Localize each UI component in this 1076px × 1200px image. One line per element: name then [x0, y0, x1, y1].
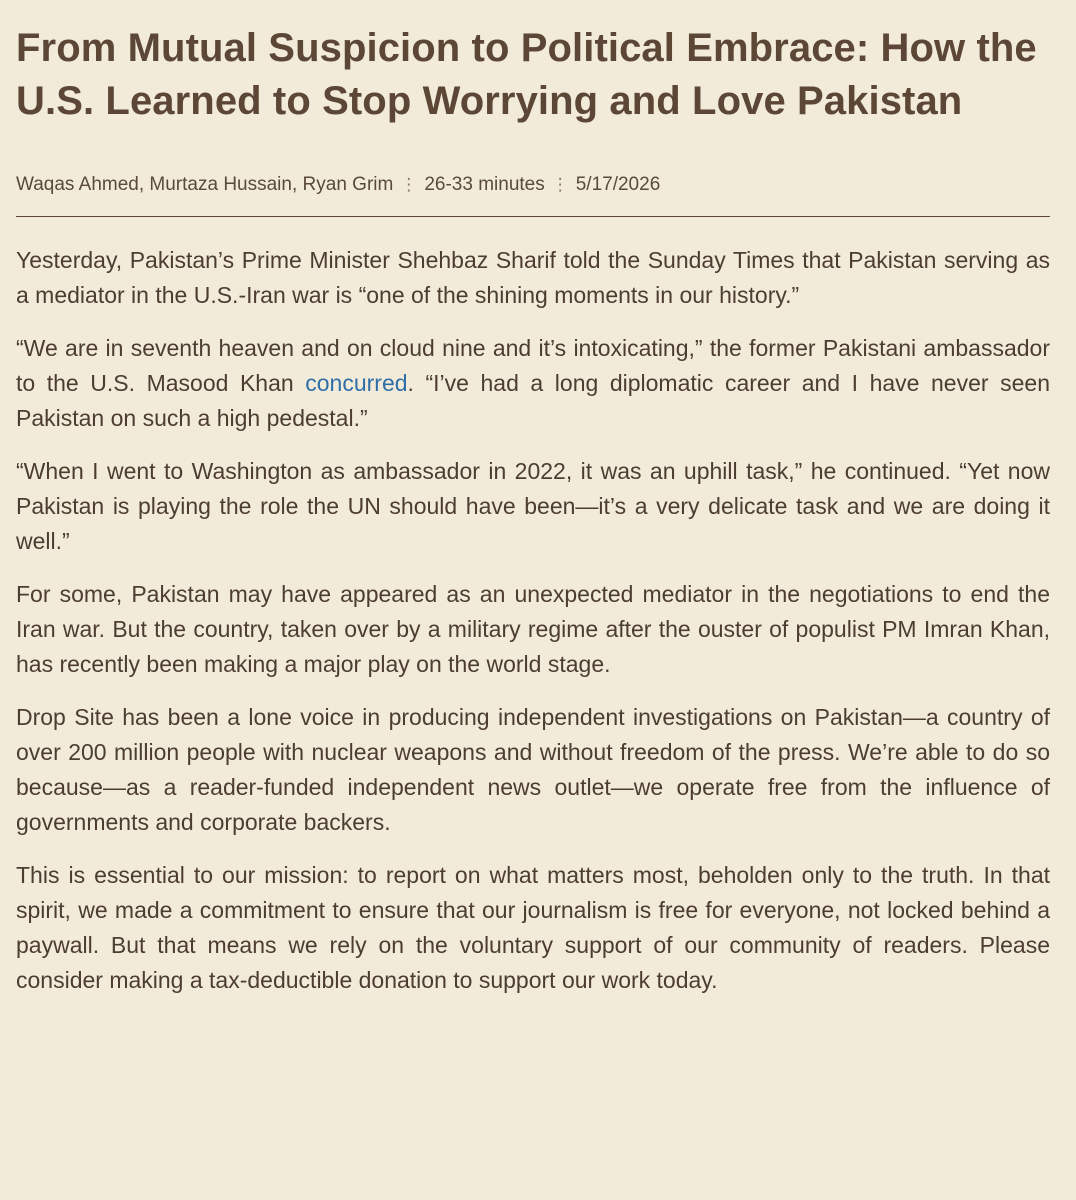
- paragraph-1: Yesterday, Pakistan’s Prime Minister Shehbaz Sharif told the Sunday Times that Pakistan serving as a mediator in the U.S.-Iran war is “one of the shining moments in our history.”: [16, 247, 1050, 308]
- meta-separator: ⋮: [551, 175, 569, 194]
- article-body: [16, 243, 1050, 998]
- paragraph-4: For some, Pakistan may have appeared as an unexpected mediator in the negotiations to end the Iran war. But the country, taken over by a military regime after the ouster of populist PM Imran Khan, has recently been making a major play on the world stage.: [16, 581, 1050, 677]
- meta-separator: ⋮: [400, 175, 418, 194]
- header-divider: [16, 216, 1050, 217]
- paragraph-2-text-before: “We are in seventh heaven and on cloud nine and it’s intoxicating,” the former Pakistani ambassador to the U.S. Masood Khan: [16, 335, 1050, 396]
- paragraph-2-text-after: . “I’ve had a long diplomatic career and I have never seen Pakistan on such a high pedestal.”: [16, 370, 1050, 431]
- article-title: From Mutual Suspicion to Political Embrace: How the U.S. Learned to Stop Worrying and Love Pakistan: [16, 26, 1037, 123]
- article-authors: Waqas Ahmed, Murtaza Hussain, Ryan Grim: [16, 174, 394, 195]
- read-time: 26-33 minutes: [424, 174, 545, 195]
- concurred-link[interactable]: concurred: [305, 370, 408, 396]
- paragraph-5: Drop Site has been a lone voice in producing independent investigations on Pakistan—a country of over 200 million people with nuclear weapons and without freedom of the press. We’re able to do so because—as a reader-funded independent news outlet—we operate free from the influence of governments and corporate backers.: [16, 704, 1050, 835]
- paragraph-2: [16, 331, 1050, 436]
- publish-date: 5/17/2026: [575, 174, 661, 195]
- article-meta: [16, 173, 1050, 197]
- paragraph-3: “When I went to Washington as ambassador in 2022, it was an uphill task,” he continued. “Yet now Pakistan is playing the role the UN should have been—it’s a very delicate task and we are doing it well.”: [16, 458, 1050, 554]
- paragraph-6: This is essential to our mission: to report on what matters most, beholden only to the truth. In that spirit, we made a commitment to ensure that our journalism is free for everyone, not locked behind a paywall. But that means we rely on the voluntary support of our community of readers. Please consider making a tax-deductible donation to support our work today.: [16, 862, 1050, 993]
